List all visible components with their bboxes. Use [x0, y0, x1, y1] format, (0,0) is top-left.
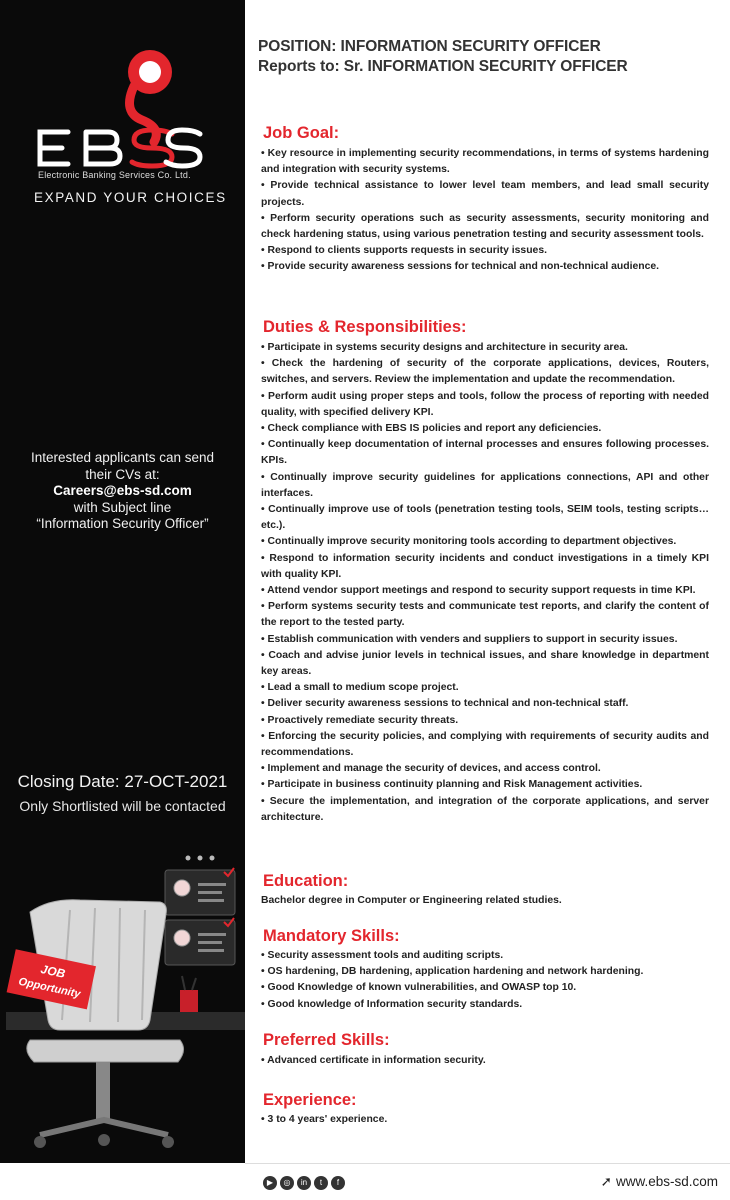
- cv-avatar-icon: [174, 930, 190, 946]
- reports-to: Reports to: Sr. INFORMATION SECURITY OFFICER: [258, 58, 628, 75]
- website-link[interactable]: [601, 1174, 718, 1190]
- chair-base-icon: [40, 1120, 168, 1135]
- social-links: [263, 1176, 345, 1190]
- list-item: • Continually improve security guidelines for applications connections, API and other interfaces.: [261, 471, 709, 499]
- tagline: EXPAND YOUR CHOICES: [34, 190, 227, 205]
- chair-post-icon: [96, 1062, 110, 1122]
- logo-graphic: [22, 42, 222, 182]
- mandatory-skills-list: [261, 948, 709, 1013]
- job-goal-heading: Job Goal:: [263, 124, 340, 142]
- list-item: • Perform security operations such as security assessments, security monitoring and check hardening status, using various penetration testing and security assessment tools.: [261, 212, 709, 241]
- list-item: • Provide technical assistance to lower level team members, and lead small security projects.: [261, 180, 709, 208]
- list-item: • Advanced certificate in information security.: [261, 1055, 486, 1066]
- list-item: • Perform systems security tests and communicate test reports, and clarify the content of the report to the tested party.: [261, 601, 709, 629]
- website-text: www.ebs-sd.com: [615, 1174, 718, 1189]
- dot-icon: [198, 856, 203, 861]
- duties-heading: Duties & Responsibilities:: [263, 318, 467, 336]
- preferred-skills-heading: Preferred Skills:: [263, 1031, 390, 1049]
- list-item: Bachelor degree in Computer or Engineering related studies.: [261, 895, 562, 906]
- cursor-icon: ➚: [600, 1174, 612, 1189]
- education-list: [261, 893, 709, 909]
- apply-line-1: Interested applicants can send: [30, 450, 215, 465]
- list-item: • Respond to information security incidents and conduct investigations in a timely KPI with quality KPI.: [261, 552, 709, 580]
- office-chair-illustration: [0, 850, 245, 1163]
- careers-email-link[interactable]: Careers@ebs-sd.com: [53, 483, 192, 498]
- left-panel: [0, 0, 245, 1163]
- list-item: • Perform audit using proper steps and tools, follow the process of reporting with needed quality, with specified delivery KPI.: [261, 390, 709, 418]
- list-item: • Continually keep documentation of internal processes and ensures following processes. KPIs.: [261, 439, 709, 467]
- logo-letter-b: [86, 132, 120, 164]
- list-item: • Establish communication with venders and suppliers to support in security issues.: [261, 633, 678, 645]
- position-title: POSITION: INFORMATION SECURITY OFFICER: [258, 38, 601, 55]
- apply-subject: “Information Security Officer”: [36, 516, 209, 531]
- job-goal-list: [261, 146, 709, 276]
- linkedin-icon[interactable]: in: [297, 1176, 311, 1190]
- experience-list: [261, 1112, 709, 1128]
- mandatory-skills-heading: Mandatory Skills:: [263, 927, 400, 945]
- youtube-icon[interactable]: ▶: [263, 1176, 277, 1190]
- experience-heading: Experience:: [263, 1091, 357, 1109]
- education-heading: Education:: [263, 872, 349, 890]
- facebook-icon[interactable]: f: [331, 1176, 345, 1190]
- list-item: • Good knowledge of Information security standards.: [261, 998, 523, 1010]
- twitter-icon[interactable]: t: [314, 1176, 328, 1190]
- instagram-icon[interactable]: ◎: [280, 1176, 294, 1190]
- list-item: • Lead a small to medium scope project.: [261, 682, 459, 694]
- apply-line-3: with Subject line: [73, 499, 172, 515]
- pencil-cup-icon: [180, 990, 198, 1012]
- shortlist-note: Only Shortlisted will be contacted: [19, 798, 226, 814]
- logo-letter-e: [40, 132, 68, 164]
- preferred-skills-list: [261, 1053, 709, 1069]
- list-item: • Provide security awareness sessions for technical and non-technical audience.: [261, 261, 660, 273]
- list-item: • Participate in business continuity planning and Risk Management activities.: [261, 779, 643, 791]
- closing-date: Closing Date: 27-OCT-2021: [17, 772, 228, 791]
- chair-seat-icon: [27, 1040, 184, 1062]
- company-name: Electronic Banking Services Co. Ltd.: [38, 170, 191, 180]
- logo-letters: [40, 130, 200, 166]
- list-item: • 3 to 4 years' experience.: [261, 1114, 388, 1125]
- list-item: • Secure the implementation, and integration of the corporate applications, and server architecture.: [261, 795, 709, 823]
- list-item: • Enforcing the security policies, and complying with requirements of security audits and recommendations.: [261, 730, 709, 759]
- cv-avatar-icon: [174, 880, 190, 896]
- ebs-logo: [22, 42, 222, 212]
- apply-line-2: their CVs at:: [85, 466, 160, 482]
- list-item: • Continually improve use of tools (penetration testing tools, SEIM tools, testing scripts…etc.).: [261, 504, 709, 532]
- list-item: • Proactively remediate security threats.: [261, 714, 459, 726]
- list-item: • OS hardening, DB hardening, application hardening and network hardening.: [261, 966, 644, 978]
- list-item: • Participate in systems security designs and architecture in security area.: [261, 342, 628, 353]
- badge-line-2: Opportunity: [17, 975, 82, 1001]
- apply-info: [0, 450, 245, 533]
- dot-icon: [210, 856, 215, 861]
- list-item: • Security assessment tools and auditing scripts.: [261, 950, 504, 961]
- duties-list: [261, 340, 709, 826]
- list-item: • Check the hardening of security of the corporate applications, devices, Routers, switches, and servers. Review the implementation and update the recommendation.: [261, 358, 709, 386]
- list-item: • Check compliance with EBS IS policies and report any deficiencies.: [261, 423, 602, 435]
- list-item: • Deliver security awareness sessions to technical and non-technical staff.: [261, 698, 629, 710]
- list-item: • Key resource in implementing security recommendations, in terms of systems hardening and integration with security systems.: [261, 148, 709, 176]
- list-item: • Continually improve security monitoring tools according to department objectives.: [261, 536, 677, 548]
- dot-icon: [186, 856, 191, 861]
- list-item: • Respond to clients supports requests in security issues.: [261, 245, 547, 257]
- list-item: • Coach and advise junior levels in technical issues, and share knowledge in department key areas.: [261, 649, 709, 678]
- list-item: • Good Knowledge of known vulnerabilities, and OWASP top 10.: [261, 982, 577, 994]
- page-title: [258, 37, 628, 77]
- list-item: • Implement and manage the security of devices, and access control.: [261, 763, 601, 775]
- logo-swirl-inner: [139, 61, 161, 83]
- footer: [245, 1163, 730, 1200]
- list-item: • Attend vendor support meetings and respond to security support requests in time KPI.: [261, 585, 696, 597]
- badge-line-1: JOB: [39, 962, 67, 981]
